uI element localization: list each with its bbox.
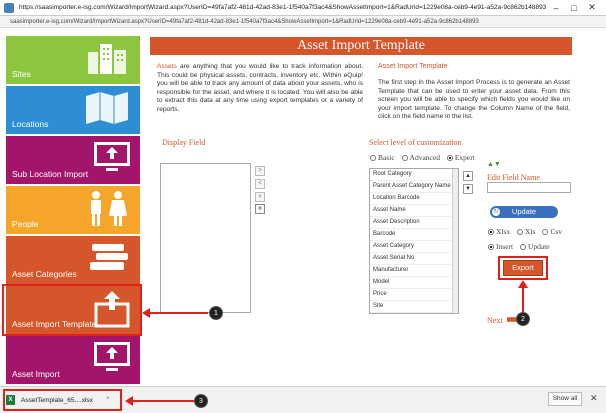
next-link[interactable]: Next [487, 316, 503, 325]
annotation-badge: 3 [194, 394, 208, 408]
site-favicon-icon [4, 3, 14, 13]
highlight-box-export [498, 256, 548, 280]
minimize-icon[interactable]: – [553, 2, 559, 13]
list-item[interactable]: Asset Serial No [370, 253, 458, 265]
radio-update[interactable]: Update [520, 242, 550, 251]
annotation-arrow-3 [132, 400, 194, 402]
radio-csv[interactable]: Csv [542, 227, 562, 236]
books-stack-icon [88, 240, 132, 276]
move-up-button[interactable]: ▲ [463, 171, 473, 181]
close-icon[interactable]: ✕ [588, 2, 596, 12]
arrowhead-icon [518, 280, 528, 288]
radio-insert[interactable]: Insert [488, 242, 513, 251]
sidebar-item-sites[interactable] [6, 36, 140, 84]
right-heading: Asset Import Template [378, 63, 448, 70]
list-item[interactable]: Price [370, 289, 458, 301]
highlight-box-template [2, 284, 142, 336]
assets-link[interactable]: Assets [157, 63, 177, 70]
move-down-button[interactable]: ▼ [463, 184, 473, 194]
radio-advanced[interactable]: Advanced [402, 153, 440, 162]
customization-radio-group [370, 153, 480, 162]
monitor-upload-icon [92, 340, 132, 374]
sidebar-item-label: People [12, 219, 39, 229]
list-item[interactable]: Barcode [370, 229, 458, 241]
export-button[interactable]: Export [503, 260, 543, 276]
template-description: The first step in the Asset Import Process is to generate an Asset Template that can be used to enter your asset data. From this screen you will be able to specify which fields you would like on your import template. To change the Column Name of the field, click on the field name in the list. [378, 79, 570, 120]
move-left-button[interactable]: < [255, 179, 265, 189]
field-list-scrollbar[interactable] [452, 169, 458, 314]
annotation-badge: 1 [209, 306, 223, 320]
browser-titlebar [0, 0, 606, 16]
move-all-left-button[interactable]: « [255, 204, 265, 214]
people-icon [84, 190, 132, 228]
buildings-icon [84, 40, 132, 74]
assets-description-text: are anything that you would like to track information about. This could be physical assets, contracts, inventory etc. Within eQuip! you will be able to track any amount of data about your assets, who is responsible for the asset, and where it is located. You will also be able to extract this data at any time using export templates or a variety of reports. [157, 63, 363, 113]
highlight-box-download [3, 389, 122, 411]
radio-expert[interactable]: Expert [447, 153, 475, 162]
list-item[interactable]: Asset Category [370, 241, 458, 253]
maximize-icon[interactable]: □ [571, 2, 577, 13]
sidebar-item-asset-categories[interactable] [6, 236, 140, 284]
refresh-icon: ↻ [493, 209, 499, 215]
display-field-label: Display Field [162, 138, 206, 147]
list-item[interactable]: Root Category [370, 169, 458, 181]
download-filename: AssetTemplate_65....xlsx [21, 396, 93, 404]
arrowhead-icon [125, 396, 133, 406]
update-button[interactable]: ↻ Update [490, 206, 558, 218]
sidebar-item-label: Locations [12, 119, 49, 129]
sidebar-item-label: Asset Import [12, 369, 60, 379]
format-radio-group [488, 227, 567, 236]
mode-radio-group [488, 242, 555, 251]
field-tools-icon[interactable]: ▲▼ [487, 161, 501, 168]
arrowhead-icon [142, 308, 150, 318]
list-item[interactable]: Model [370, 277, 458, 289]
sidebar-item-label: Sub Location Import [12, 169, 89, 179]
annotation-badge: 2 [516, 312, 530, 326]
monitor-upload-icon [92, 140, 132, 174]
list-item[interactable]: Manufacturer [370, 265, 458, 277]
move-all-right-button[interactable]: » [255, 192, 265, 202]
field-list[interactable] [369, 168, 459, 314]
sidebar-item-label: Asset Import Template [12, 319, 97, 329]
annotation-arrow-2 [522, 284, 524, 312]
sidebar-item-sub-location-import[interactable] [6, 136, 140, 184]
radio-basic[interactable]: Basic [370, 153, 395, 162]
sidebar-item-label: Asset Categories [12, 269, 77, 279]
sidebar-item-label: Sites [12, 69, 31, 79]
excel-file-icon: X [6, 395, 15, 405]
address-bar[interactable]: saasimporter.e-isg.com/Wizard/ImportWizard.aspx?UserID=49fa7af2-481d-42ad-83e1-1f540a7f3ac4&ShowAssetImport=1&RadUrid=1229e08a-ceb9-4e91-a52a-9c862b148893 [0, 16, 606, 28]
radio-xls[interactable]: Xls [517, 227, 535, 236]
show-all-button[interactable]: Show all [548, 392, 582, 406]
list-item[interactable]: Asset Description [370, 217, 458, 229]
map-icon [84, 90, 132, 124]
move-right-button[interactable]: > [255, 166, 265, 176]
sidebar-item-people[interactable] [6, 186, 140, 234]
assets-description [157, 63, 363, 114]
window-title-url: https://saasimporter.e-isg.com/Wizard/ImportWizard.aspx?UserID=49fa7af2-481d-42ad-83e1-1f540a7f3ac4&ShowAssetImport=1&RadUrid=1229e08a-ceb9-4e91-a52a-9c862b148893 [19, 4, 547, 11]
edit-field-input[interactable] [487, 182, 571, 193]
list-item[interactable]: Parent Asset Category Name [370, 181, 458, 193]
customization-label: Select level of customization [369, 138, 462, 147]
annotation-arrow-1 [148, 312, 208, 314]
chevron-up-icon[interactable]: ⌃ [104, 397, 111, 404]
list-item[interactable]: Location Barcode [370, 193, 458, 205]
list-item[interactable]: Site [370, 301, 458, 313]
page-title: Asset Import Template [150, 37, 572, 55]
sidebar-item-asset-import[interactable] [6, 336, 140, 384]
display-field-list[interactable] [160, 163, 251, 313]
edit-field-label: Edit Field Name [487, 173, 540, 182]
sidebar-item-locations[interactable] [6, 86, 140, 134]
close-icon[interactable]: ✕ [590, 393, 598, 403]
list-item[interactable]: Asset Name [370, 205, 458, 217]
radio-xlsx[interactable]: Xlsx [488, 227, 510, 236]
